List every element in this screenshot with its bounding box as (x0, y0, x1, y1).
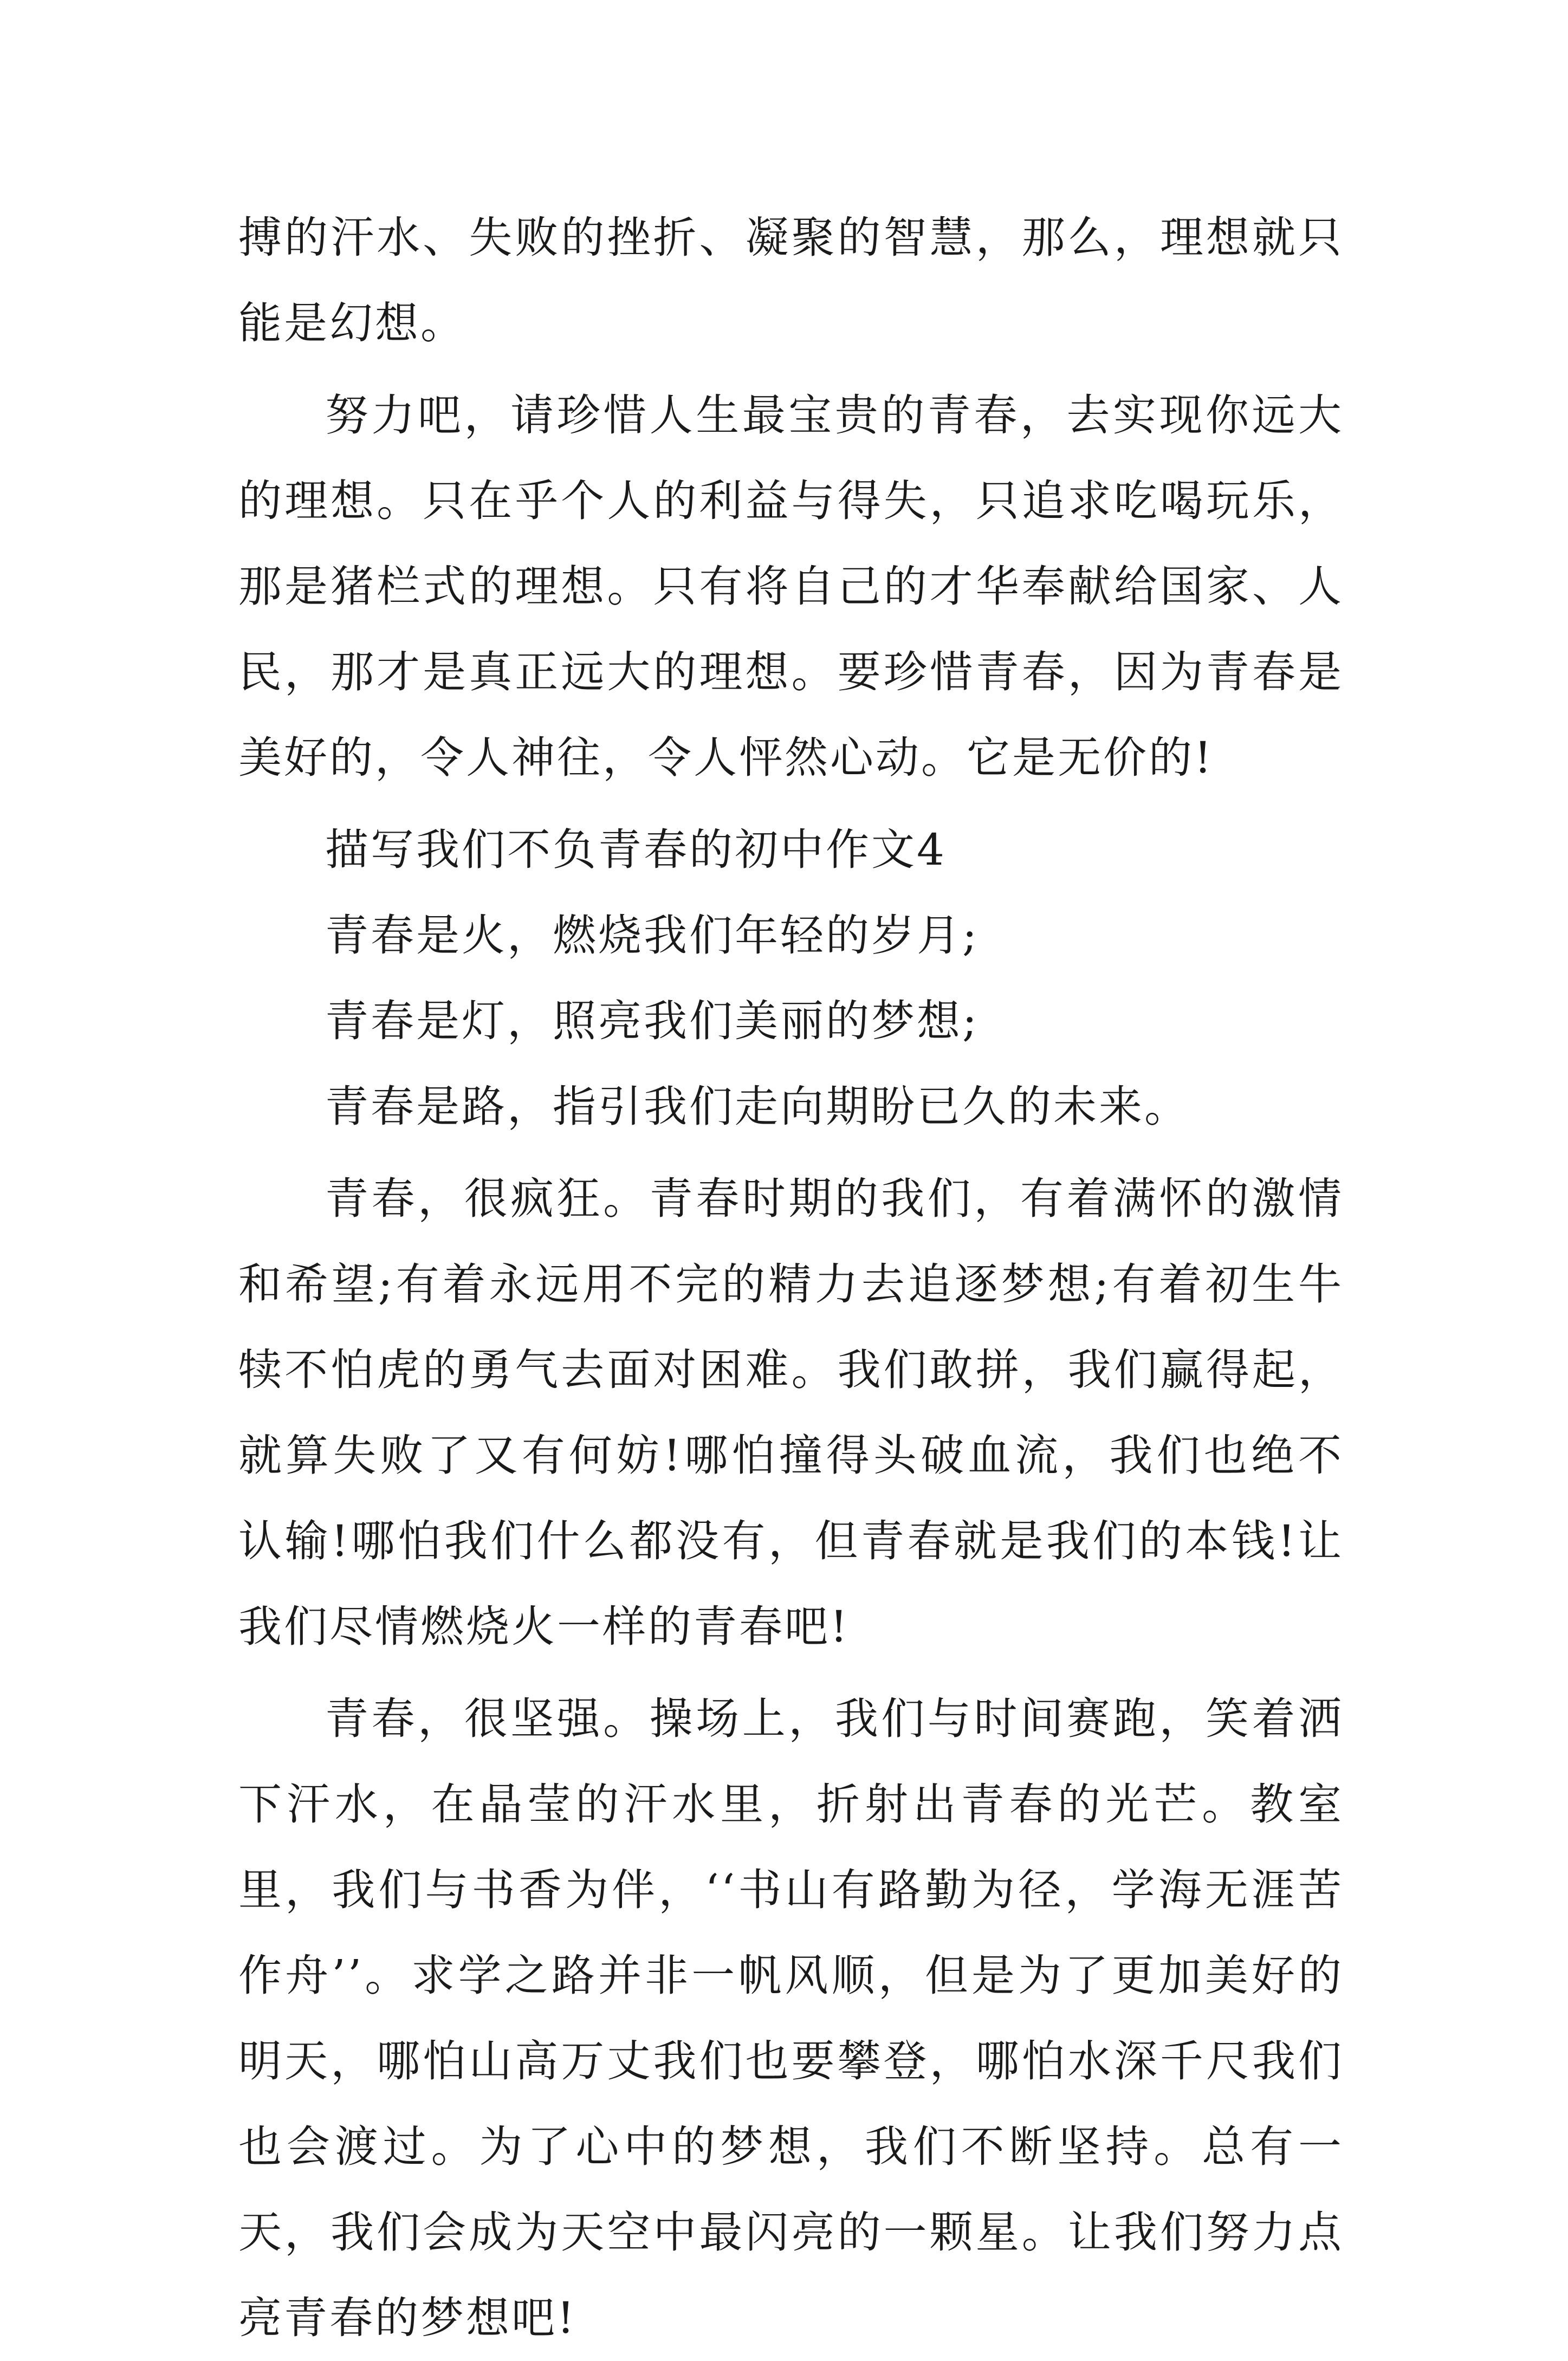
paragraph: 青春是火，燃烧我们年轻的岁月; (325, 910, 979, 961)
paragraph-continued: 搏的汗水、失败的挫折、凝聚的智慧，那么，理想就只能是幻想。 (238, 212, 1344, 348)
section-heading: 描写我们不负青春的初中作文4 (325, 825, 947, 875)
paragraph: 青春，很疯狂。青春时期的我们，有着满怀的激情和希望;有着永远用不完的精力去追逐梦想;有着初生牛犊不怕虎的勇气去面对困难。我们敢拼，我们赢得起，就算失败了又有何妨!哪怕撞得头破血流，我们也绝不认输!哪怕我们什么都没有，但青春就是我们的本钱!让我们尽情燃烧火一样的青春吧! (238, 1173, 1344, 1652)
document-body (238, 195, 1344, 2361)
paragraph: 青春，很坚强。操场上，我们与时间赛跑，笑着洒下汗水，在晶莹的汗水里，折射出青春的光芒。教室里，我们与书香为伴，‘‘书山有路勤为径，学海无涯苦作舟’’。求学之路并非一帆风顺，但是为了更加美好的明天，哪怕山高万丈我们也要攀登，哪怕水深千尺我们也会渡过。为了心中的梦想，我们不断坚持。总有一天，我们会成为天空中最闪亮的一颗星。让我们努力点亮青春的梦想吧! (238, 1694, 1344, 2343)
paragraph: 努力吧，请珍惜人生最宝贵的青春，去实现你远大的理想。只在乎个人的利益与得失，只追求吃喝玩乐，那是猪栏式的理想。只有将自己的才华奉献给国家、人民，那才是真正远大的理想。要珍惜青春，因为青春是美好的，令人神往，令人怦然心动。它是无价的! (238, 390, 1344, 783)
paragraph: 青春是路，指引我们走向期盼已久的未来。 (325, 1081, 1190, 1132)
paragraph: 青春是灯，照亮我们美丽的梦想; (325, 996, 979, 1046)
